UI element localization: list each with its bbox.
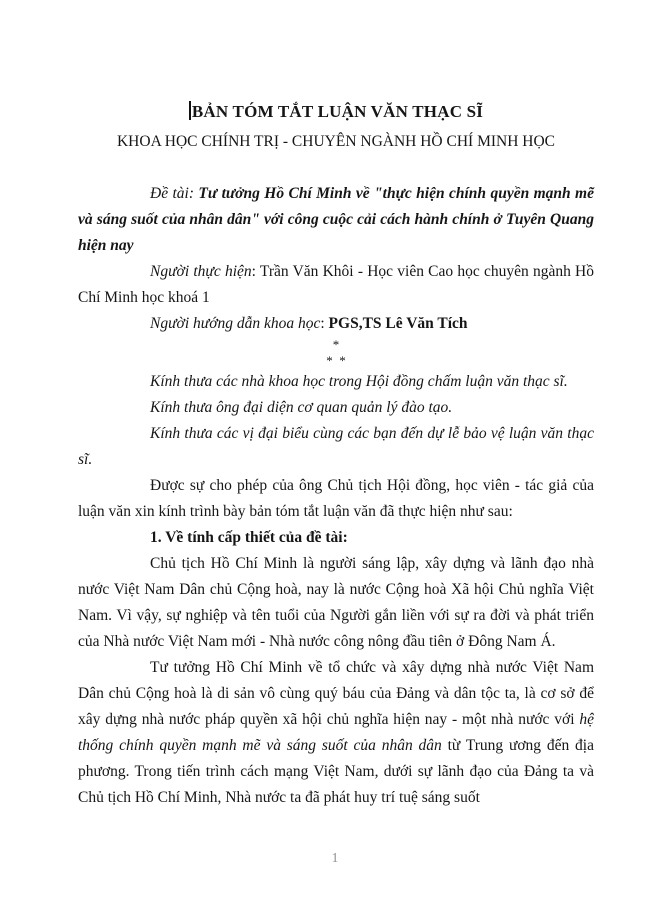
document-title <box>78 101 594 123</box>
section-heading <box>78 525 594 551</box>
supervisor-paragraph <box>78 311 594 337</box>
text-run: hệ thống chính quyền mạnh mẽ và sáng suốt của nhân dân <box>78 711 594 754</box>
text-run: 1. Về tính cấp thiết của đề tài: <box>150 529 348 546</box>
text-run: từ Trung ương đến địa phương. Trong tiến trình cách mạng Việt Nam, dưới sự lãnh đạo của Đảng ta và Chủ tịch Hồ Chí Minh, Nhà nước ta đã phát huy trí tuệ sáng suốt <box>78 737 594 806</box>
text-run: Người hướng dẫn khoa học <box>150 315 321 332</box>
document-subtitle: KHOA HỌC CHÍNH TRỊ - CHUYÊN NGÀNH HỒ CHÍ MINH HỌC <box>116 133 555 150</box>
document-title-text: BẢN TÓM TẮT LUẬN VĂN THẠC SĨ <box>191 102 484 121</box>
document-body <box>78 181 594 811</box>
body-paragraph <box>78 551 594 655</box>
text-run: : Trần Văn Khôi - Học viên Cao học chuyên ngành Hồ Chí Minh học khoá 1 <box>78 263 595 306</box>
text-run: : <box>320 315 329 332</box>
text-run: Tư tưởng Hồ Chí Minh về "thực hiện chính quyền mạnh mẽ và sáng suốt của nhân dân" với công cuộc cải cách hành chính ở Tuyên Quang hiện nay <box>78 185 594 254</box>
text-run: Đề tài: <box>150 185 199 202</box>
text-run: Kính thưa ông đại diện cơ quan quản lý đào tạo. <box>150 399 453 416</box>
text-run: Kính thưa các nhà khoa học trong Hội đồng chấm luận văn thạc sĩ. <box>150 373 568 390</box>
text-run: Chủ tịch Hồ Chí Minh là người sáng lập, xây dựng và lãnh đạo nhà nước Việt Nam Dân chủ Cộng hoà, nay là nước Cộng hoà Xã hội Chủ nghĩa Việt Nam. Vì vậy, sự nghiệp và tên tuổi của Người gắn liền với sự ra đời và phát triển của Nhà nước Việt Nam mới - Nhà nước công nông đầu tiên ở Đông Nam Á. <box>78 555 594 650</box>
author-paragraph <box>78 259 594 311</box>
greeting-paragraph <box>78 421 594 473</box>
text-run: Người thực hiện <box>150 263 252 280</box>
text-run: Kính thưa các vị đại biểu cùng các bạn đến dự lễ bảo vệ luận văn thạc sĩ. <box>78 425 594 468</box>
greeting-paragraph <box>78 369 594 395</box>
text-run: PGS,TS Lê Văn Tích <box>328 315 468 332</box>
text-run: Tư tưởng Hồ Chí Minh về tổ chức và xây dựng nhà nước Việt Nam Dân chủ Cộng hoà là di sản vô cùng quý báu của Đảng và dân tộc ta, là cơ sở để xây dựng nhà nước pháp quyền xã hội chủ nghĩa hiện nay - một nhà nước với <box>78 659 594 728</box>
intro-paragraph <box>78 473 594 525</box>
separator-line <box>78 337 594 353</box>
topic-paragraph <box>78 181 594 259</box>
document-content <box>78 0 594 811</box>
separator-line <box>78 353 594 369</box>
text-run: Được sự cho phép của ông Chủ tịch Hội đồng, học viên - tác giả của luận văn xin kính trình bày bản tóm tắt luận văn đã thực hiện như sau: <box>78 477 594 520</box>
body-paragraph <box>78 655 594 811</box>
text-run: * * <box>326 353 346 368</box>
text-run: * <box>332 337 340 352</box>
page-number: 1 <box>331 850 339 865</box>
text-cursor-caret <box>189 101 191 120</box>
greeting-paragraph <box>78 395 594 421</box>
